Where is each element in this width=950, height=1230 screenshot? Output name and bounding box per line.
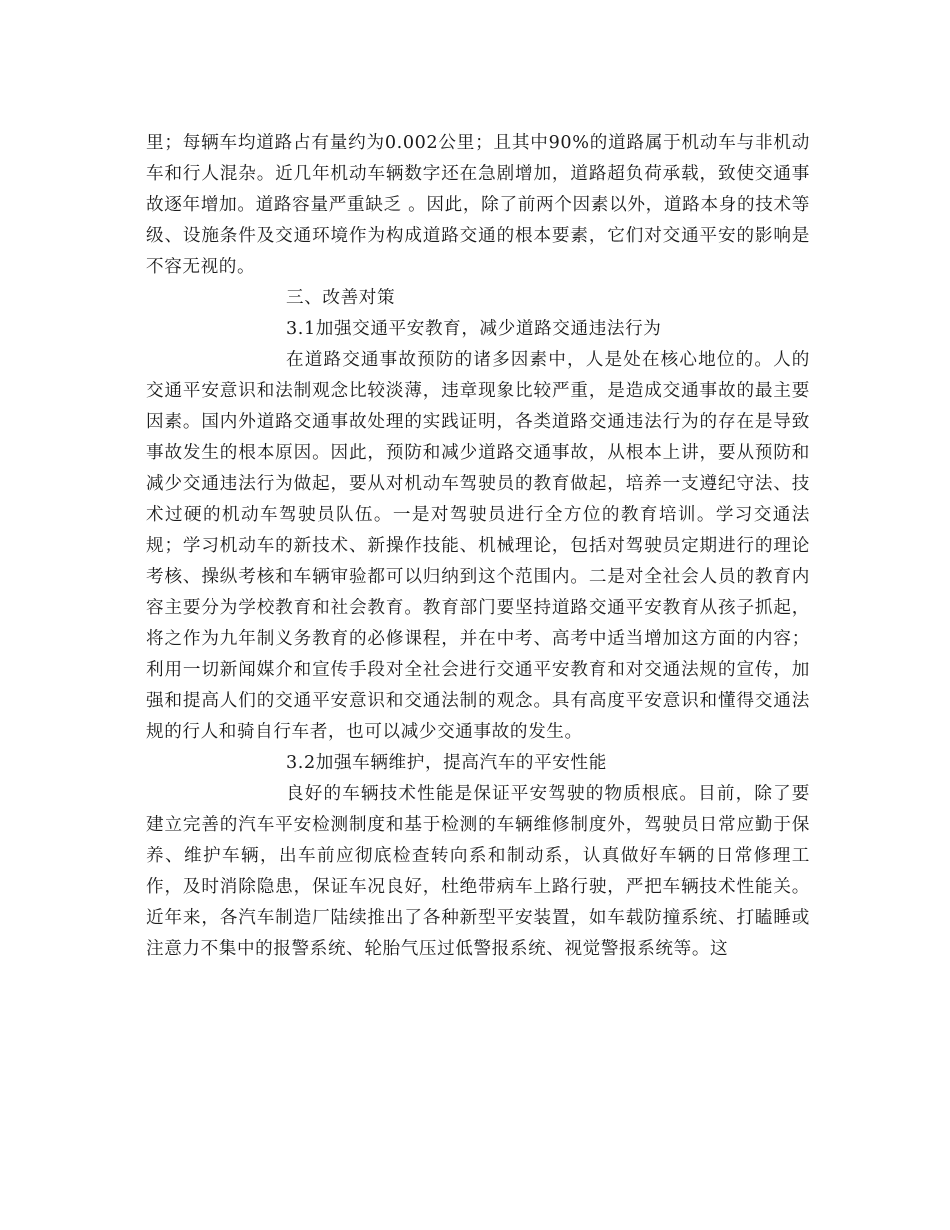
subsection-heading-3-2: 3.2加强车辆维护，提高汽车的平安性能 [286, 753, 607, 773]
paragraph-safety-education: 在道路交通事故预防的诸多因素中，人是处在核心地位的。人的交通平安意识和法制观念比较淡薄，违章现象比较严重，是造成交通事故的最主要因素。国内外道路交通事故处理的实践证明，各类道路交通违法行为的存在是导致事故发生的根本原因。因此，预防和减少道路交通事故，从根本上讲，要从预防和减少交通违法行为做起，要从对机动车驾驶员的教育做起，培养一支遵纪守法、技术过硬的机动车驾驶员队伍。一是对驾驶员进行全方位的教育培训。学习交通法规；学习机动车的新技术、新操作技能、机械理论，包括对驾驶员定期进行的理论考核、操纵考核和车辆审验都可以归纳到这个范围内。二是对全社会人员的教育内容主要分为学校教育和社会教育。教育部门要坚持道路交通平安教育从孩子抓起，将之作为九年制义务教育的必修课程，并在中考、高考中适当增加这方面的内容；利用一切新闻媒介和宣传手段对全社会进行交通平安教育和对交通法规的宣传，加强和提高人们的交通平安意识和交通法制的观念。具有高度平安意识和懂得交通法规的行人和骑自行车者，也可以减少交通事故的发生。 [146, 350, 810, 742]
paragraph-road-capacity: 里；每辆车均道路占有量约为0.002公里；且其中90%的道路属于机动车与非机动车和行人混杂。近几年机动车辆数字还在急剧增加，道路超负荷承载，致使交通事故逐年增加。道路容量严重缺乏 。因此，除了前两个因素以外，道路本身的技术等级、设施条件及交通环境作为构成道路交通的根本要素，它们对交通平安的影响是不容无视的。 [146, 133, 810, 277]
document-page [146, 128, 810, 965]
section-heading-improvement-measures: 三、改善对策 [286, 288, 396, 308]
paragraph-vehicle-maintenance: 良好的车辆技术性能是保证平安驾驶的物质根底。目前，除了要建立完善的汽车平安检测制度和基于检测的车辆维修制度外，驾驶员日常应勤于保养、维护车辆，出车前应彻底检查转向系和制动系，认真做好车辆的日常修理工作，及时消除隐患，保证车况良好，杜绝带病车上路行驶，严把车辆技术性能关。近年来，各汽车制造厂陆续推出了各种新型平安装置，如车载防撞系统、打瞌睡或注意力不集中的报警系统、轮胎气压过低警报系统、视觉警报系统等。这 [146, 784, 810, 959]
subsection-heading-3-1: 3.1加强交通平安教育，减少道路交通违法行为 [286, 319, 662, 339]
